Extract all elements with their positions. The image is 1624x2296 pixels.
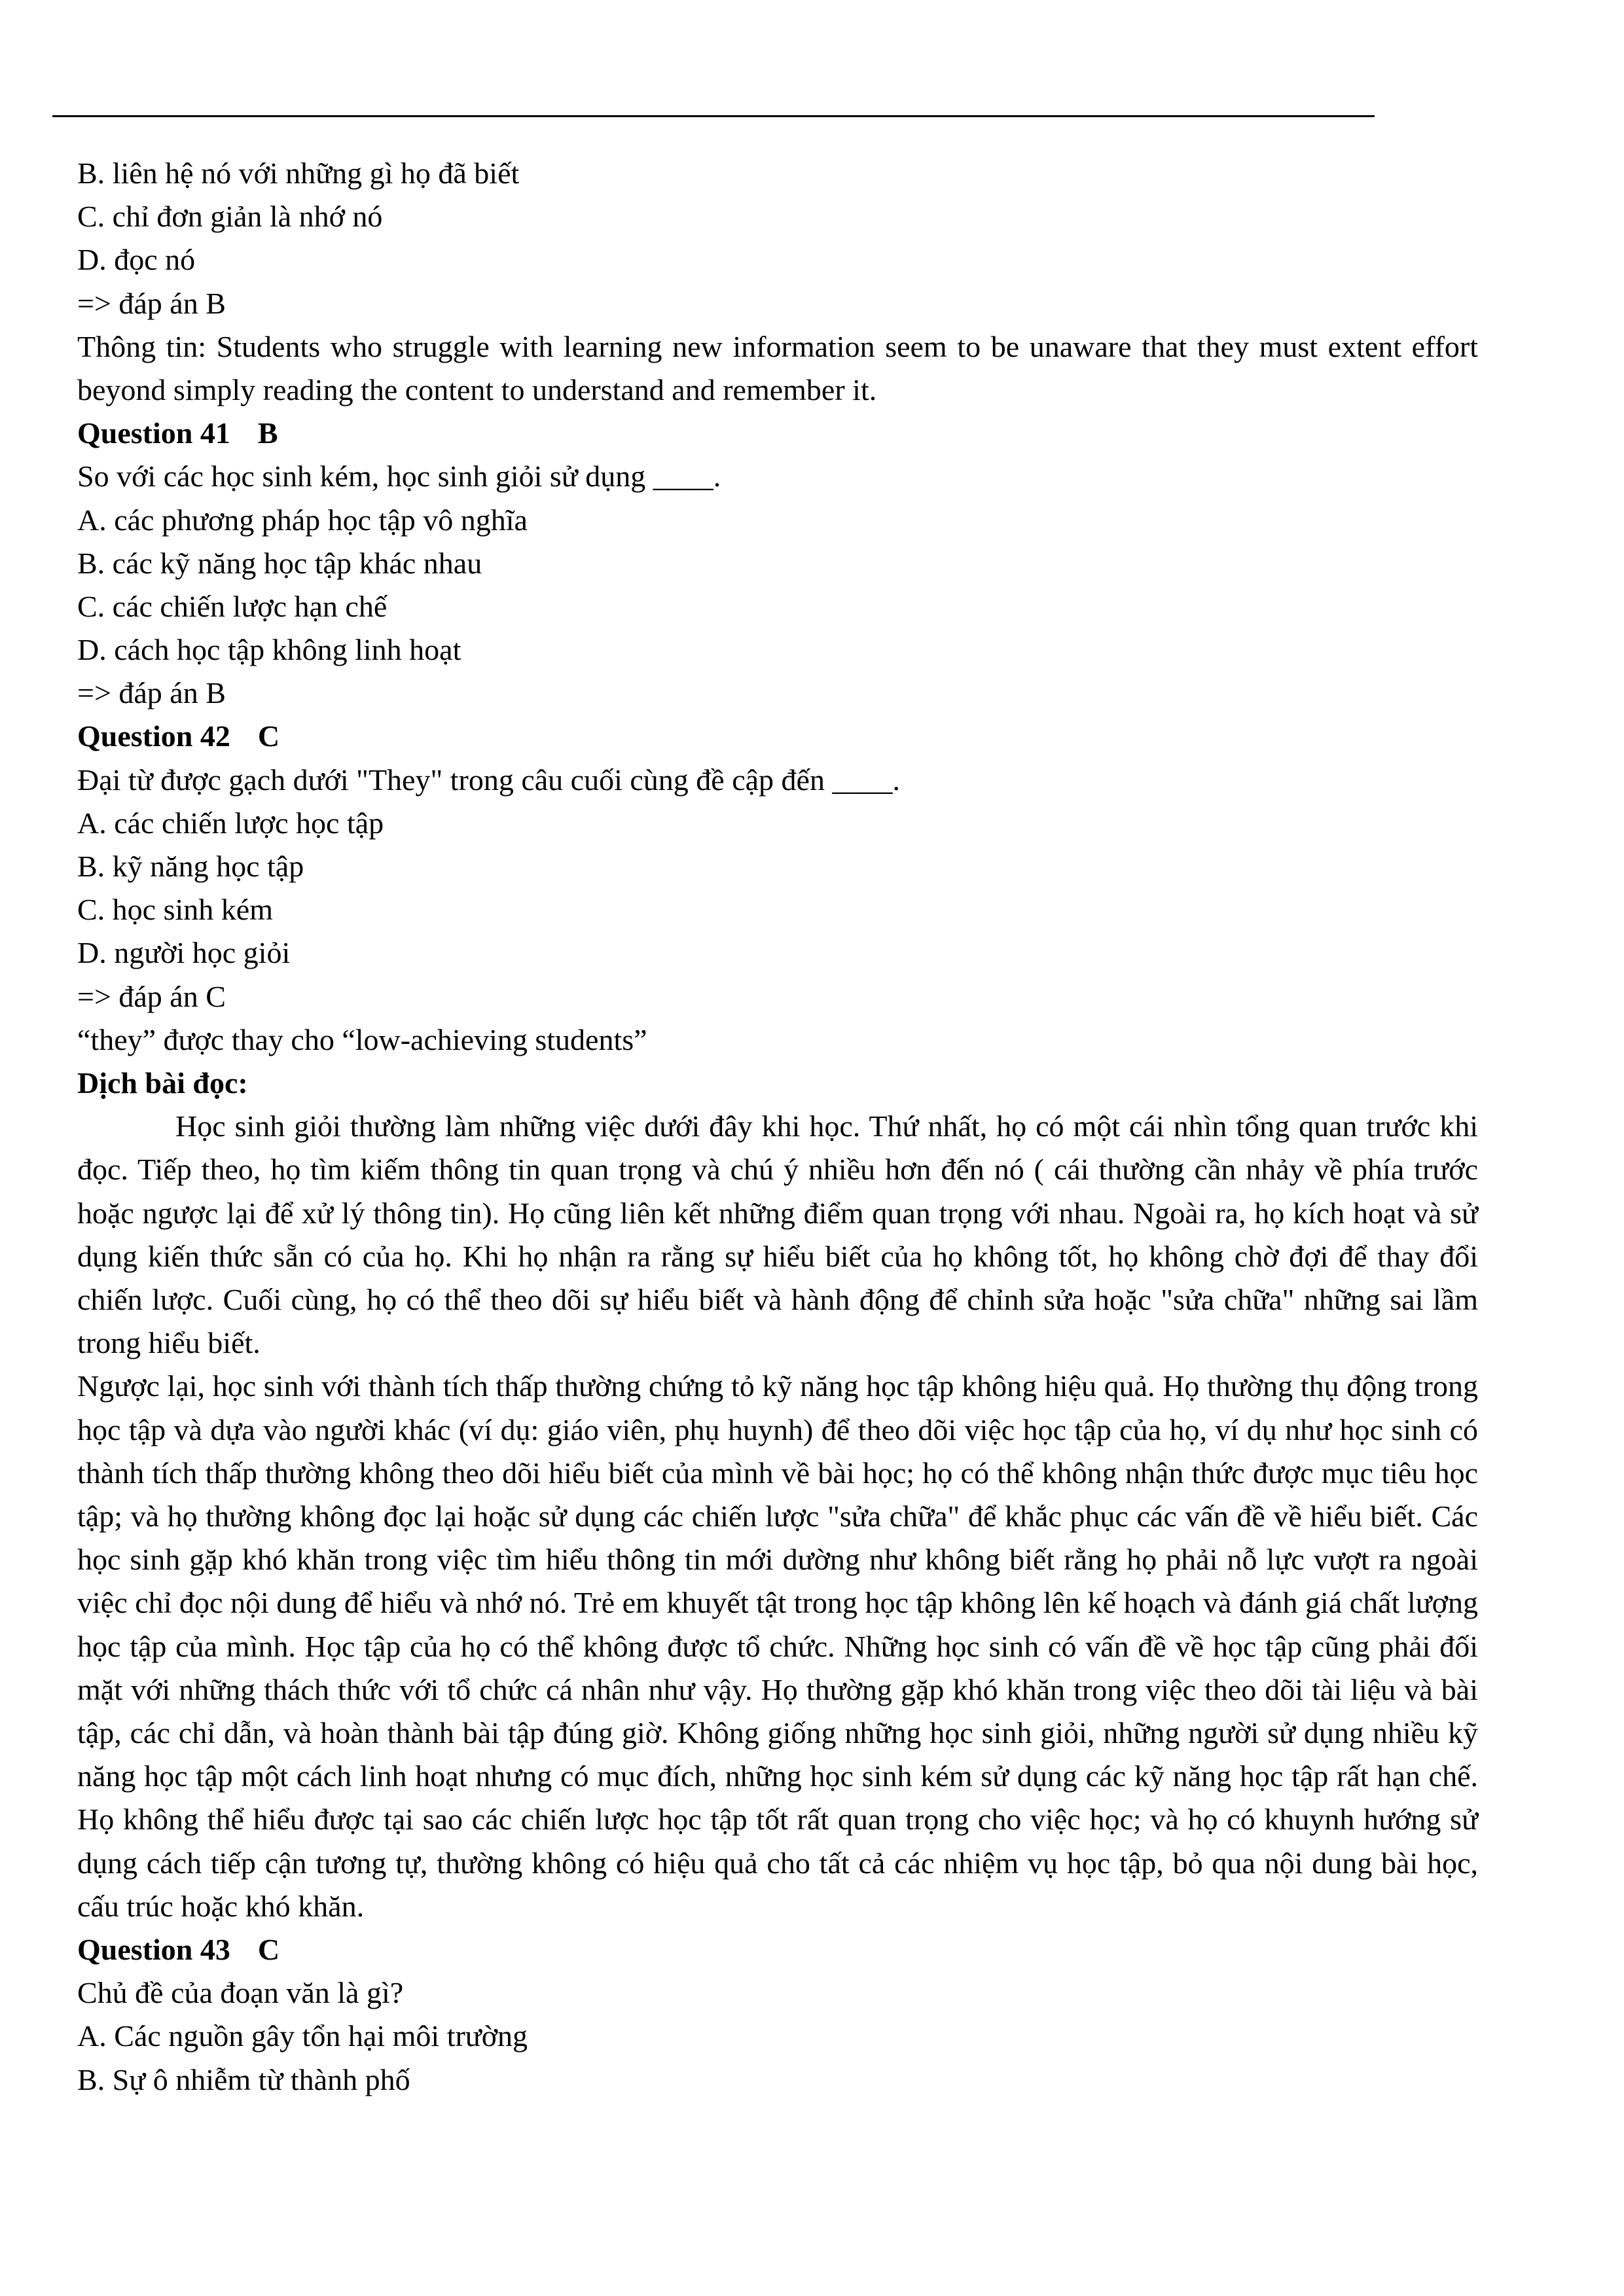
question-label: Question 41 — [77, 416, 230, 450]
question-42-option-c: C. học sinh kém — [77, 893, 273, 927]
question-label: Question 42 — [77, 719, 230, 753]
question-answer: C — [257, 1933, 280, 1967]
answer-line: => đáp án B — [77, 286, 226, 320]
question-43-option-b: B. Sự ô nhiễm từ thành phố — [77, 2062, 410, 2096]
question-42-heading — [77, 715, 1478, 758]
question-42-option-d: D. người học giỏi — [77, 936, 291, 970]
question-42-note: “they” được thay cho “low-achieving students” — [77, 1022, 647, 1056]
option-b: B. liên hệ nó với những gì họ đã biết — [77, 156, 520, 190]
question-label: Question 43 — [77, 1933, 230, 1967]
question-41-prompt: So với các học sinh kém, học sinh giỏi sử dụng ____. — [77, 459, 721, 493]
question-43-option-a: A. Các nguồn gây tổn hại môi trường — [77, 2019, 528, 2053]
question-41-result: => đáp án B — [77, 676, 226, 710]
question-42-option-a: A. các chiến lược học tập — [77, 806, 384, 840]
question-42-prompt: Đại từ được gạch dưới "They" trong câu cuối cùng đề cập đến ____. — [77, 762, 900, 797]
translation-paragraph-1: Học sinh giỏi thường làm những việc dưới đây khi học. Thứ nhất, họ có một cái nhìn tổng quan trước khi đọc. Tiếp theo, họ tìm kiếm thông tin quan trọng và chú ý nhiều hơn đến nó ( cái thường cần nhảy về phía trước hoặc ngược lại để xử lý thông tin). Họ cũng liên kết những điểm quan trọng với nhau. Ngoài ra, họ kích hoạt và sử dụng kiến thức sẵn có của họ. Khi họ nhận ra rằng sự hiểu biết của họ không tốt, họ không chờ đợi để thay đổi chiến lược. Cuối cùng, họ có thể theo dõi sự hiểu biết và hành động để chỉnh sửa hoặc "sửa chữa" những sai lầm trong hiểu biết. — [77, 1109, 1478, 1360]
question-41-option-d: D. cách học tập không linh hoạt — [77, 633, 461, 667]
header-rule — [52, 115, 1375, 117]
question-answer: B — [257, 416, 278, 450]
question-41-option-c: C. các chiến lược hạn chế — [77, 589, 388, 623]
question-43-heading — [77, 1928, 1478, 1971]
translation-heading: Dịch bài đọc: — [77, 1066, 248, 1100]
info-text: Thông tin: Students who struggle with learning new information seem to be unaware that they must extent effort beyond simply reading the content to understand and remember it. — [77, 329, 1478, 406]
option-d: D. đọc nó — [77, 243, 196, 277]
question-answer: C — [257, 719, 280, 753]
question-42-result: => đáp án C — [77, 979, 226, 1013]
question-42-option-b: B. kỹ năng học tập — [77, 850, 304, 884]
document-body — [77, 152, 1478, 2102]
question-43-prompt: Chủ đề của đoạn văn là gì? — [77, 1976, 404, 2010]
question-41-option-b: B. các kỹ năng học tập khác nhau — [77, 546, 482, 580]
option-c: C. chỉ đơn giản là nhớ nó — [77, 200, 383, 234]
question-41-option-a: A. các phương pháp học tập vô nghĩa — [77, 503, 528, 537]
question-41-heading — [77, 412, 1478, 455]
translation-paragraph-2: Ngược lại, học sinh với thành tích thấp thường chứng tỏ kỹ năng học tập không hiệu quả. Họ thường thụ động trong học tập và dựa vào người khác (ví dụ: giáo viên, phụ huynh) để theo dõi việc học tập của họ, ví dụ như học sinh có thành tích thấp thường không theo dõi hiểu biết của mình về bài học; họ có thể không nhận thức được mục tiêu học tập; và họ thường không đọc lại hoặc sử dụng các chiến lược "sửa chữa" để khắc phục các vấn đề về hiểu biết. Các học sinh gặp khó khăn trong việc tìm hiểu thông tin mới dường như không biết rằng họ phải nỗ lực vượt ra ngoài việc chỉ đọc nội dung để hiểu và nhớ nó. Trẻ em khuyết tật trong học tập không lên kế hoạch và đánh giá chất lượng học tập của mình. Học tập của họ có thể không được tổ chức. Những học sinh có vấn đề về học tập cũng phải đối mặt với những thách thức với tổ chức cá nhân như vậy. Họ thường gặp khó khăn trong việc theo dõi tài liệu và bài tập, các chỉ dẫn, và hoàn thành bài tập đúng giờ. Không giống những học sinh giỏi, những người sử dụng nhiều kỹ năng học tập một cách linh hoạt nhưng có mục đích, những học sinh kém sử dụng các kỹ năng học tập rất hạn chế. Họ không thể hiểu được tại sao các chiến lược học tập tốt rất quan trọng cho việc học; và họ có khuynh hướng sử dụng cách tiếp cận tương tự, thường không có hiệu quả cho tất cả các nhiệm vụ học tập, bỏ qua nội dung bài học, cấu trúc hoặc khó khăn. — [77, 1369, 1478, 1923]
